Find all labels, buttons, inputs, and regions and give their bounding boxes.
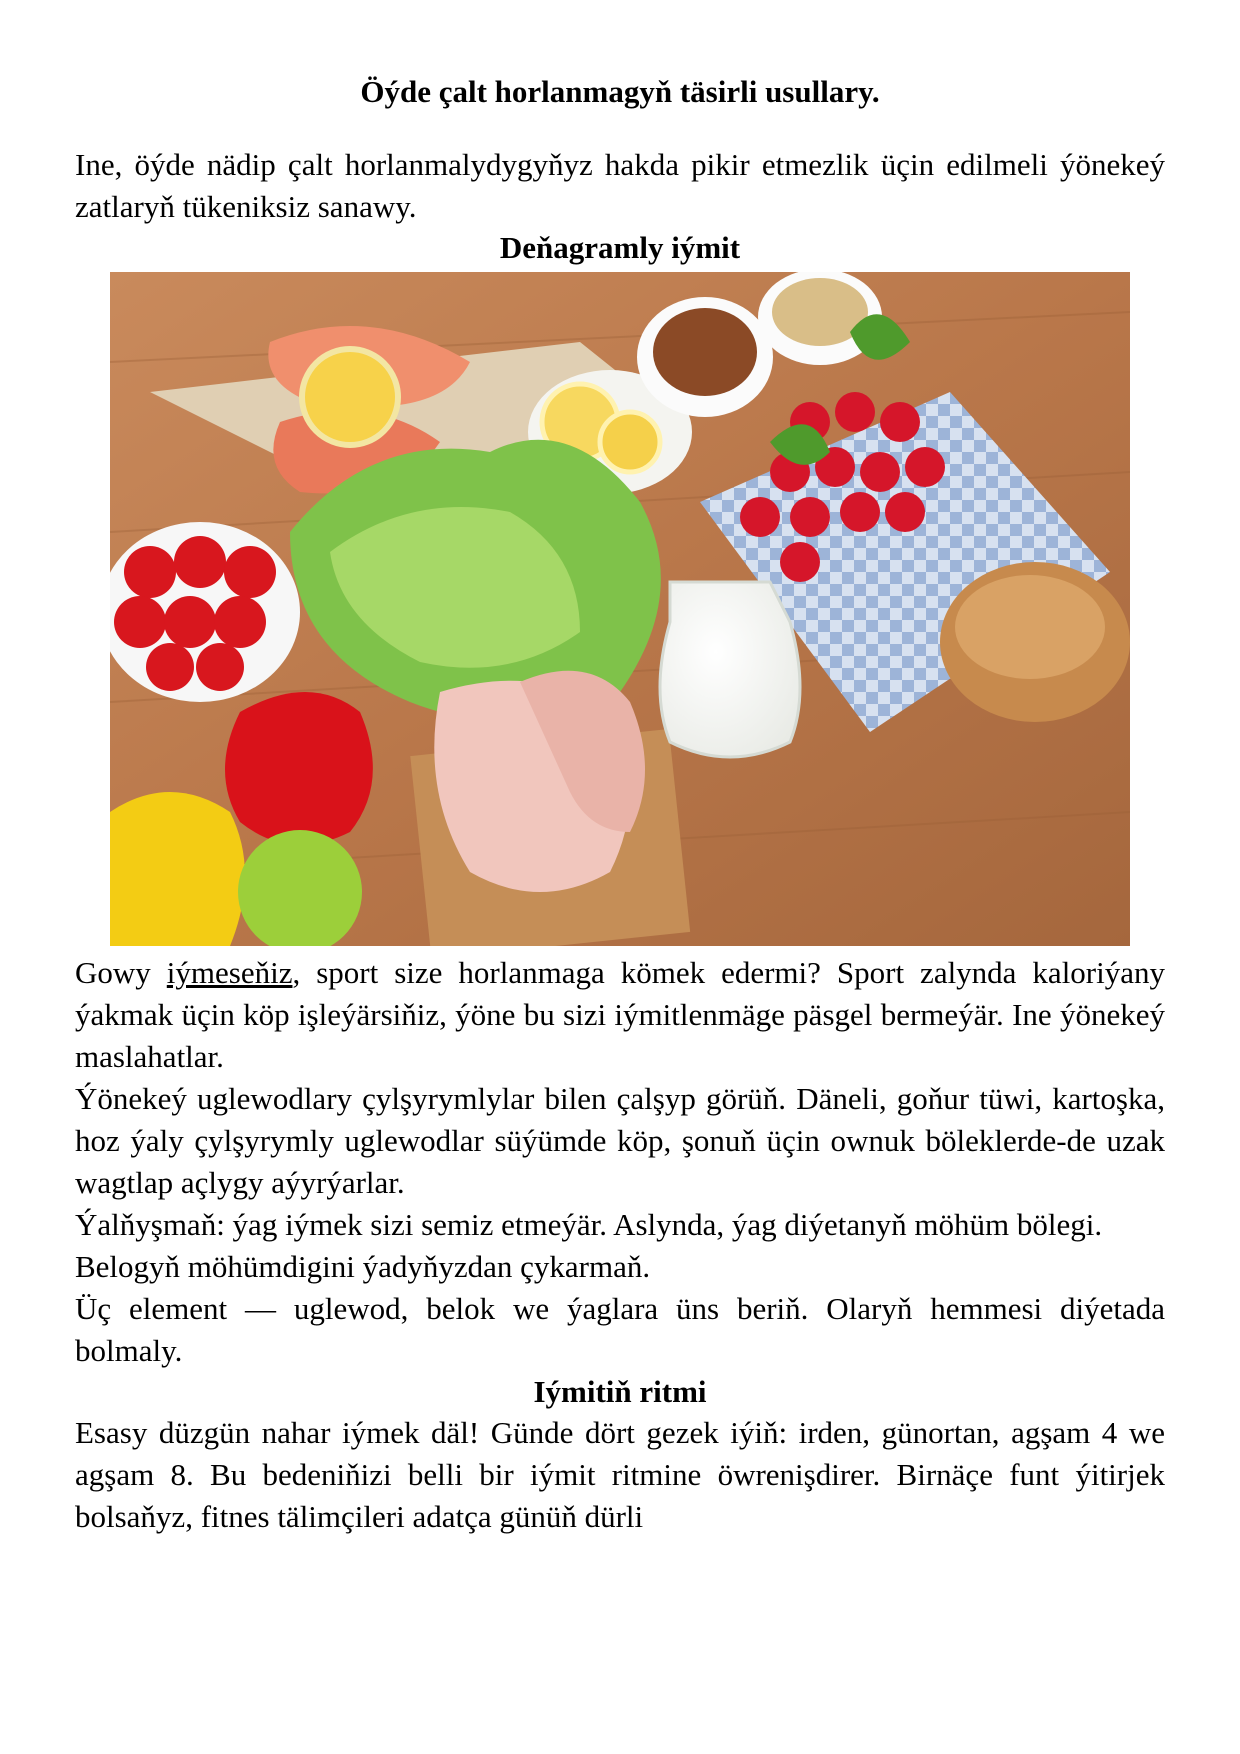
section-heading-food-rhythm: Iýmitiň ritmi — [533, 1374, 707, 1409]
document-title: Öýde çalt horlanmagyň täsirli usullary. — [360, 74, 880, 109]
paragraph-three-elements: Üç element — uglewod, belok we ýaglara üns beriň. Olaryň hemmesi diýetada bolmaly. — [75, 1291, 1165, 1368]
paragraph-carbohydrates: Ýönekeý uglewodlary çylşyrymlylar bilen çalşyp görüň. Däneli, goňur tüwi, kartoşka, hoz ýaly çylşyrymly uglewodlar süýümde köp, şonuň üçin ownuk böleklerde-de uzak wagtlap açlygy aýyrýarlar. — [75, 1081, 1165, 1200]
section-heading-balanced-diet: Deňagramly iýmit — [499, 230, 741, 265]
intro-paragraph: Ine, öýde nädip çalt horlanmalydygyňyz hakda pikir etmezlik üçin edilmeli ýönekeý zatlaryň tükeniksiz sanawy. — [75, 147, 1165, 224]
document-page — [75, 72, 1165, 1538]
paragraph-protein: Belogyň möhümdigini ýadyňyzdan çykarmaň. — [75, 1249, 651, 1284]
paragraph-meal-rhythm: Esasy düzgün nahar iýmek däl! Günde dört gezek iýiň: irden, günortan, agşam 4 we agşam 8. Bu bedeniňizi belli bir iýmit ritmine öwrenişdirer. Birnäçe funt ýitirjek bolsaňyz, fitnes tälimçileri adatça günüň dürli — [75, 1415, 1165, 1534]
paragraph-text: Gowy — [75, 955, 167, 990]
paragraph-text: , sport size horlanmaga kömek edermi? Sport zalynda kaloriýany ýakmak üçin köp işleýärsiňiz, ýöne bu sizi iýmitlenmäge päsgel bermeýär. Ine ýönekeý maslahatlar. — [75, 955, 1166, 1074]
paragraph-fats: Ýalňyşmaň: ýag iýmek sizi semiz etmeýär. Aslynda, ýag diýetanyň möhüm bölegi. — [75, 1207, 1103, 1242]
healthy-food-photo — [110, 272, 1130, 946]
underlined-word: iýmeseňiz — [166, 955, 293, 990]
paragraph-eating-well — [75, 952, 1165, 1078]
